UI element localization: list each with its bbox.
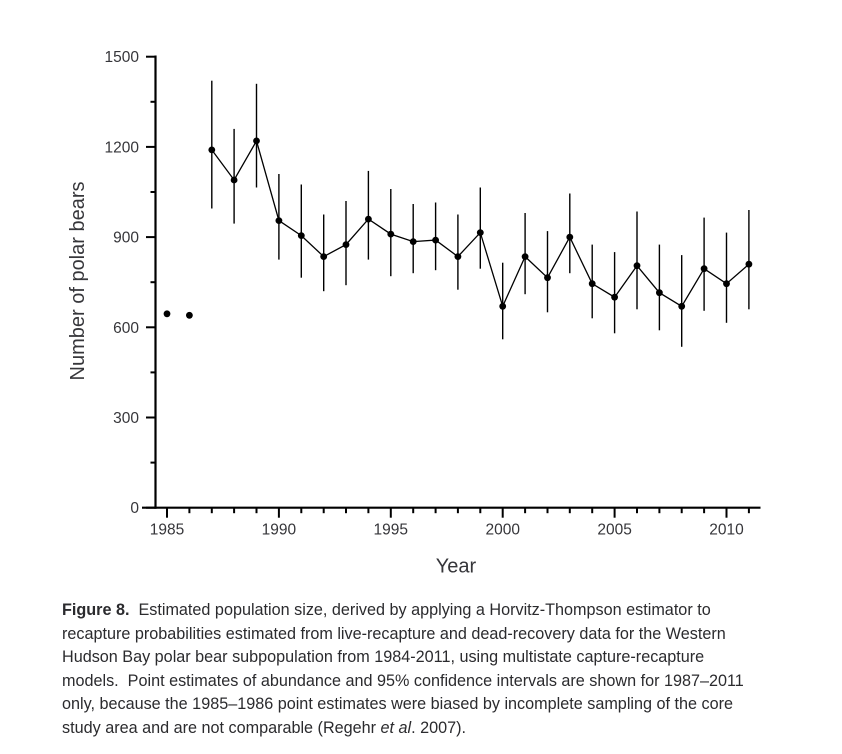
point-1998	[455, 253, 462, 260]
point-1989	[253, 138, 260, 145]
x-tick-label: 1985	[149, 521, 185, 539]
point-2010	[723, 280, 730, 287]
caption-line-4: models. Point estimates of abundance and 95% confidence intervals are shown for 1987–2011	[62, 671, 744, 690]
point-2004	[589, 280, 596, 287]
y-tick-label: 0	[130, 500, 139, 518]
caption-text-6a: study area and are not comparable (Regehr	[62, 718, 381, 737]
caption-line-2: recapture probabilities estimated from live-recapture and dead-recovery data for the Western	[62, 624, 726, 643]
caption-text-6b: . 2007).	[411, 718, 467, 737]
point-1992	[320, 253, 327, 260]
point-2007	[656, 289, 663, 296]
x-axis-title: Year	[435, 555, 477, 578]
figure-label: Figure 8.	[62, 601, 130, 619]
point-2002	[544, 274, 551, 281]
point-1987	[208, 147, 215, 154]
caption-line-1	[62, 599, 824, 623]
point-1991	[298, 232, 305, 239]
x-tick-label: 1995	[373, 521, 409, 539]
y-tick-label: 600	[113, 319, 139, 337]
point-2003	[566, 234, 573, 241]
point-1994	[365, 216, 372, 223]
point-1990	[276, 217, 283, 224]
point-1986	[186, 312, 193, 319]
y-tick-label: 1500	[104, 49, 139, 67]
y-tick-label: 300	[113, 410, 139, 427]
point-1988	[231, 177, 238, 184]
x-tick-label: 2000	[485, 521, 520, 539]
x-tick-label: 2005	[597, 521, 632, 539]
error-bars	[212, 81, 749, 347]
y-tick-label: 900	[113, 229, 139, 247]
point-2000	[499, 303, 506, 310]
x-tick-label: 1990	[261, 521, 297, 539]
point-2008	[678, 303, 685, 310]
point-2009	[701, 265, 708, 272]
caption-line-5: only, because the 1985–1986 point estimates were biased by incomplete sampling of the core	[62, 695, 733, 714]
point-2001	[522, 253, 529, 260]
caption-line-3: Hudson Bay polar bear subpopulation from 1984-2011, using multistate capture-recapture	[62, 648, 705, 667]
point-2011	[746, 261, 753, 268]
point-1999	[477, 229, 484, 236]
caption-line-6	[62, 717, 824, 741]
point-1985	[164, 310, 171, 317]
point-1996	[410, 238, 417, 245]
point-1997	[432, 237, 439, 244]
point-2005	[611, 294, 618, 301]
y-axis-title: Number of polar bears	[67, 181, 89, 381]
x-tick-label: 2010	[709, 521, 744, 539]
caption-etal: et al	[380, 718, 412, 737]
point-1995	[387, 231, 394, 238]
axis-ticks	[146, 57, 749, 518]
axes	[142, 56, 761, 509]
point-1993	[343, 241, 350, 248]
point-2006	[634, 262, 641, 269]
caption-text-1: Estimated population size, derived by applying a Horvitz-Thompson estimator to	[129, 601, 711, 619]
figure-caption	[62, 599, 824, 741]
tick-labels	[105, 49, 745, 538]
y-tick-label: 1200	[104, 139, 139, 157]
